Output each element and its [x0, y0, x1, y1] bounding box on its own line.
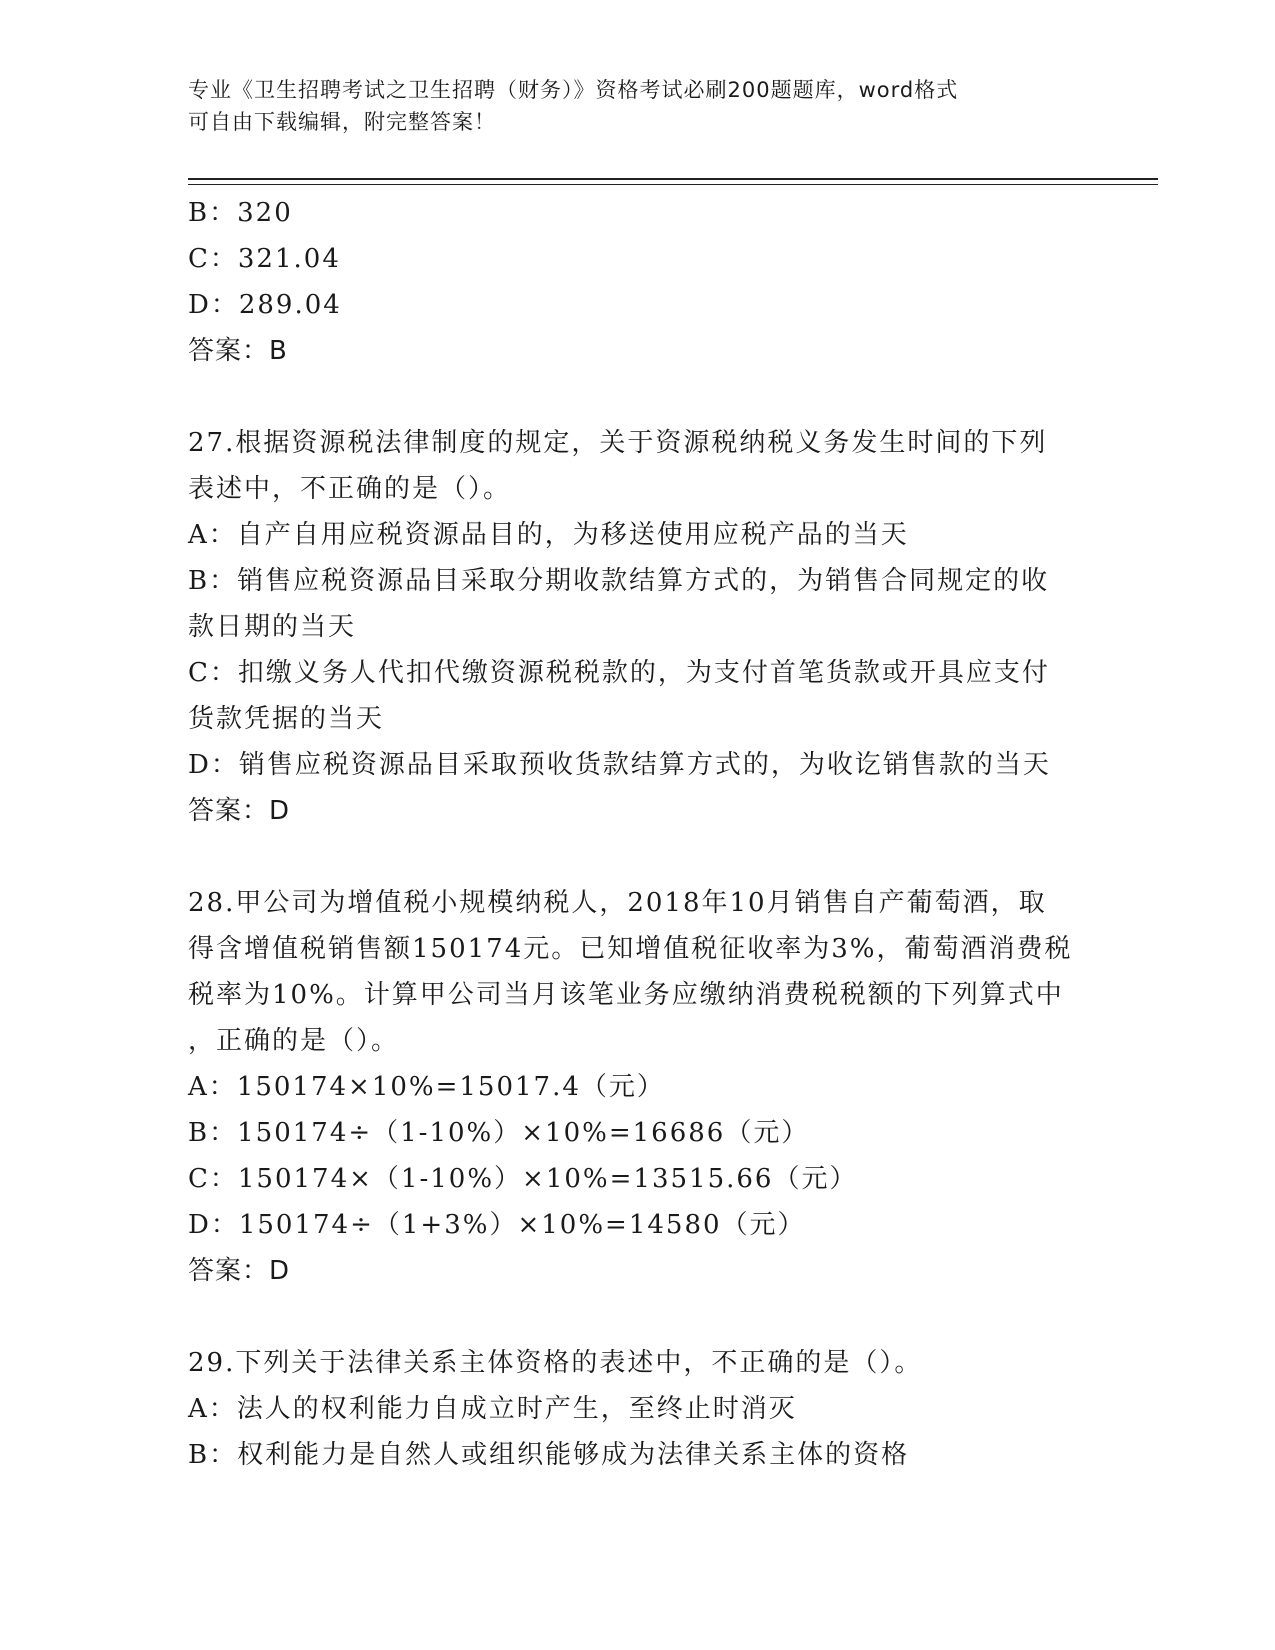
- option-c: C：150174×（1-10%）×10%=13515.66（元）: [188, 1164, 858, 1194]
- option-b: B：权利能力是自然人或组织能够成为法律关系主体的资格: [188, 1440, 910, 1470]
- question-stem: 29.下列关于法律关系主体资格的表述中，不正确的是（）。: [188, 1348, 923, 1378]
- header-title-line-1: 专业《卫生招聘考试之卫生招聘（财务）》资格考试必刷200题题库，word格式: [188, 78, 959, 102]
- question-26: [188, 190, 1088, 374]
- option-a: A：自产自用应税资源品目的，为移送使用应税产品的当天: [188, 520, 909, 550]
- answer: 答案：D: [188, 796, 291, 826]
- option-b: B：150174÷（1-10%）×10%=16686（元）: [188, 1118, 810, 1148]
- option-d: D：150174÷（1+3%）×10%=14580（元）: [188, 1210, 806, 1240]
- question-29: [188, 1340, 1088, 1478]
- question-content: [188, 190, 1088, 1478]
- option-c: C：321.04: [188, 244, 341, 274]
- header-rule-thin: [188, 184, 1158, 185]
- question-stem: 27.根据资源税法律制度的规定，关于资源税纳税义务发生时间的下列: [188, 428, 1048, 458]
- spacer: [188, 1294, 1088, 1340]
- header-title-line-2: 可自由下载编辑，附完整答案！: [188, 110, 496, 134]
- question-stem: 税率为10%。计算甲公司当月该笔业务应缴纳消费税税额的下列算式中: [188, 980, 1064, 1010]
- question-28: [188, 880, 1088, 1294]
- question-stem: ，正确的是（）。: [188, 1026, 400, 1056]
- option-c: C：扣缴义务人代扣代缴资源税税款的，为支付首笔货款或开具应支付: [188, 658, 1050, 688]
- option-d: D：289.04: [188, 290, 342, 320]
- option-c: 货款凭据的当天: [188, 704, 385, 734]
- option-b: 款日期的当天: [188, 612, 357, 642]
- spacer: [188, 834, 1088, 880]
- header-rule-thick: [188, 178, 1158, 180]
- option-a: A：法人的权利能力自成立时产生，至终止时消灭: [188, 1394, 797, 1424]
- spacer: [188, 374, 1088, 420]
- answer: 答案：B: [188, 336, 288, 366]
- question-27: [188, 420, 1088, 834]
- question-stem: 表述中，不正确的是（）。: [188, 474, 512, 504]
- option-d: D：销售应税资源品目采取预收货款结算方式的，为收讫销售款的当天: [188, 750, 1051, 780]
- option-a: A：150174×10%=15017.4（元）: [188, 1072, 665, 1102]
- question-stem: 得含增值税销售额150174元。已知增值税征收率为3%，葡萄酒消费税: [188, 934, 1073, 964]
- document-header: [188, 74, 1088, 138]
- option-b: B：320: [188, 198, 293, 228]
- option-b: B：销售应税资源品目采取分期收款结算方式的，为销售合同规定的收: [188, 566, 1050, 596]
- answer: 答案：D: [188, 1256, 291, 1286]
- question-stem: 28.甲公司为增值税小规模纳税人，2018年10月销售自产葡萄酒，取: [188, 888, 1047, 918]
